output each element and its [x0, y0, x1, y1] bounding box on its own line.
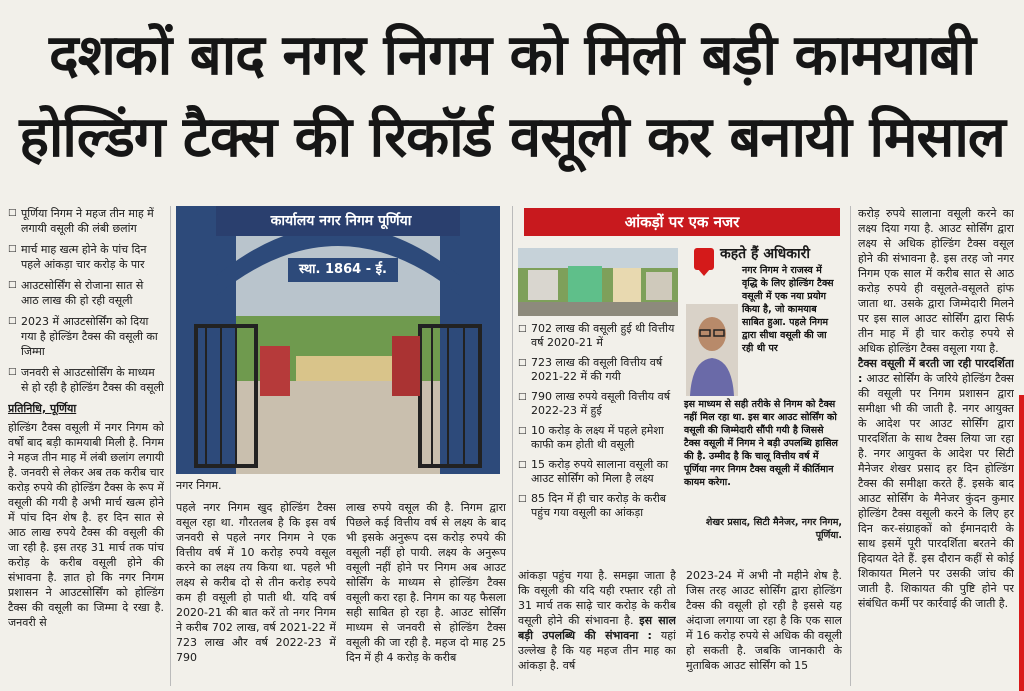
- facts-header: आंकड़ों पर एक नजर: [524, 208, 840, 236]
- byline: प्रतिनिधि, पूर्णिया: [8, 402, 77, 415]
- official-heading: कहते हैं अधिकारी: [720, 246, 811, 262]
- article-column-2: [176, 500, 336, 686]
- photo-caption: नगर निगम.: [176, 479, 222, 492]
- highlight-bullet: □ आउटसोर्सिंग से रोजाना सात से आठ लाख की हो रही वसूली: [8, 278, 164, 308]
- article-column-6: [858, 206, 1014, 686]
- quote-icon: [694, 248, 714, 270]
- establishment-sign: स्था. 1864 - ई.: [299, 262, 387, 277]
- official-signature: शेखर प्रसाद, सिटी मैनेजर, नगर निगम, पूर्णिया.: [705, 517, 842, 541]
- article-text: होल्डिंग टैक्स वसूली में नगर निगम को वर्षों बाद बड़ी कामयाबी मिली है. निगम ने महज तीन माह में लंबी छलांग लगायी है. जनवरी से लेकर अब तक करीब चार करोड़ रुपये की होल्डिंग टैक्स के रूप में वसूली की गयी है अभी मार्च खत्म होने में पांच दिन शेष है. हर दिन सात से आठ लाख रुपये टैक्स की वसूली की जा रही है. इस तरह 31 मार्च तक पांच करोड़ के करीब वसूली होने की संभावना है. ज्ञात हो कि नगर निगम प्रशासन ने आउटसोर्सिंग को होल्डिंग टैक्स की वसूली का जिम्मा दे रखा है. जनवरी से: [8, 421, 164, 629]
- highlight-bullet: □ पूर्णिया निगम ने महज तीन माह में लगायी वसूली की लंबी छलांग: [8, 206, 164, 236]
- fact-item: □ 85 दिन में ही चार करोड़ के करीब पहुंच गया वसूली का आंकड़ा: [518, 492, 676, 520]
- article-text: यहां उल्लेख है कि यह महज तीन माह का आंकड़ा है. वर्ष: [518, 629, 676, 672]
- highlight-bullet: □ जनवरी से आउटसोर्सिंग के माध्यम से हो रही है होल्डिंग टैक्स की वसूली: [8, 365, 164, 395]
- highlight-bullet: □ 2023 में आउटसोर्सिंग को दिया गया है होल्डिंग टैक्स की वसूली का जिम्मा: [8, 314, 164, 359]
- article-text: आउट सोर्सिंग के जरिये होल्डिंग टैक्स की वसूली पर निगम प्रशासन द्वारा समीक्षा भी की जाती है. नगर आयुक्त के आदेश पर आउट सोर्सिंग द्वारा पारदर्शिता के साथ टैक्स लिया जा रहा है. नगर आयुक्त के आदेश पर सिटी मैनेजर शेखर प्रसाद हर दिन होल्डिंग टैक्स की समीक्षा करते हैं. इसके बाद आउट सोर्सिंग के मैनेजर कुंदन कुमार होल्डिंग टैक्स वसूली करने के लिए हर दिन कर-संग्राहकों को ईमानदारी के साथ इसमें पूरी पारदर्शिता बरतने की हिदायत देते हैं. इस दौरान कहीं से कोई शिकायत मिलने पर उसकी जांच की जाती है. शिकायत की पुष्टि होने पर संबंधित कर्मी पर कार्रवाई की जाती है.: [858, 372, 1014, 610]
- fact-item: □ 723 लाख की वसूली वित्तीय वर्ष 2021-22 में की गयी: [518, 356, 676, 384]
- office-sign: कार्यालय नगर निगम पूर्णिया: [270, 213, 412, 229]
- highlight-bullet: □ मार्च माह खत्म होने के पांच दिन पहले आंकड़ा चार करोड़ के पार: [8, 242, 164, 272]
- article-column-4: [518, 568, 676, 686]
- official-quote: नगर निगम ने राजस्व में वृद्धि के लिए होल्डिंग टैक्स वसूली में एक नया प्रयोग किया है, जो कामयाब साबित हुआ. पहले निगम द्वारा सीधा वसूली की जा रही थी पर: [742, 265, 834, 354]
- article-text: करोड़ रुपये सालाना वसूली करने का लक्ष्य दिया गया है. आउट सोर्सिंग द्वारा लक्ष्य से अधिक होल्डिंग टैक्स वसूल होने की संभावना है. इस तरह जो नगर निगम एक साल में करीब सात से आठ करोड़ रुपये ही वसूलते-वसूलते हांफ जाता था. उसके द्वारा जिम्मेदारी मिलने पर इस साल आउट सोर्सिंग द्वारा सिर्फ तीन माह में ही चार करोड़ रुपये से अधिक होल्डिंग टैक्स वसूला गया है.: [858, 207, 1014, 355]
- subheading: टैक्स वसूली में बरती जा रही पारदर्शिता :: [858, 357, 1014, 385]
- fact-item: □ 790 लाख रुपये वसूली वित्तीय वर्ष 2022-23 में हुई: [518, 390, 676, 418]
- article-text: 2023-24 में अभी नौ महीने शेष है. जिस तरह आउट सोर्सिंग द्वारा होल्डिंग टैक्स की वसूली हो रही है इससे यह अंदाजा लगाया जा रहा है कि एक साल में 16 करोड़ रुपये से अधिक की वसूली हो सकती है. जबकि जानकारी के मुताबिक आउट सोर्सिंग को 15: [686, 569, 842, 672]
- gate-illustration: [176, 206, 500, 474]
- municipal-office-gate-photo: [176, 206, 500, 474]
- fact-item: □ 15 करोड़ रुपये सालाना वसूली का आउट सोर्सिंग को मिला है लक्ष्य: [518, 458, 676, 486]
- article-column-5: [686, 568, 842, 686]
- headline-line-1: दशकों बाद नगर निगम को मिली बड़ी कामयाबी: [48, 23, 975, 88]
- page-edge-marker: [1019, 395, 1024, 691]
- headline-line-2: होल्डिंग टैक्स की रिकॉर्ड वसूली कर बनायी मिसाल: [19, 105, 1005, 170]
- article-text: आंकड़ा पहुंच गया है. समझा जाता है कि वसूली की यदि यही रफ्तार रही तो 31 मार्च तक साढ़े चार करोड़ के करीब वसूली होने की संभावना है.: [518, 569, 676, 627]
- article-column-3: [346, 500, 506, 686]
- column-divider: [512, 206, 513, 686]
- left-column: [8, 206, 164, 686]
- city-manager-photo: [686, 304, 738, 396]
- portrait-illustration: [686, 304, 738, 396]
- official-quote-continued: इस माध्यम से सही तरीके से निगम को टैक्स नहीं मिल रहा था. इस बार आउट सोर्सिंग को वसूली की जिम्मेदारी सौंपी गयी है जिससे टैक्स वसूली में निगम ने बड़ी उपलब्धि हासिल की है. उम्मीद है कि चालू वित्तीय वर्ष में पूर्णिया नगर निगम टैक्स वसूली में कीर्तिमान कायम करेगा.: [684, 399, 838, 488]
- article-text: लाख रुपये वसूल की है. निगम द्वारा पिछले कई वित्तीय वर्ष से लक्ष्य के बाद भी इसके अनुरूप दस करोड़ रुपये की वसूली नहीं हो पायी. लक्ष्य के अनुरूप वसूली नहीं होने पर निगम अब आउट सोर्सिंग के माध्यम से होल्डिंग टैक्स वसूली करा रहा है. निगम का यह फैसला सही साबित हो रहा है. आउट सोर्सिंग माध्यम से जनवरी से होल्डिंग टैक्स वसूली की जा रही है. महज दो माह 25 दिन में ही 4 करोड़ के करीब: [346, 501, 506, 664]
- column-divider: [850, 206, 851, 686]
- houses-photo: [518, 248, 678, 316]
- houses-illustration: [518, 248, 678, 316]
- subheading: इस साल बड़ी उपलब्धि की संभावना :: [518, 614, 676, 642]
- fact-item: □ 702 लाख की वसूली हुई थी वित्तीय वर्ष 2020-21 में: [518, 322, 676, 350]
- column-divider: [170, 206, 171, 686]
- article-text: पहले नगर निगम खुद होल्डिंग टैक्स वसूल रहा था. गौरतलब है कि इस वर्ष जनवरी से पहले नगर निगम ने एक वित्तीय वर्ष में 10 करोड़ रुपये वसूल करने का लक्ष्य तय किया था. पहले भी लक्ष्य से करीब दो से तीन करोड़ रुपये कम ही वसूली हो पाती थी. यदि वर्ष 2020-21 की बात करें तो नगर निगम ने करीब 702 लाख, वर्ष 2021-22 में 723 लाख और वर्ष 2022-23 में 790: [176, 501, 336, 664]
- fact-item: □ 10 करोड़ के लक्ष्य में पहले हमेशा काफी कम होती थी वसूली: [518, 424, 676, 452]
- facts-list: [518, 322, 676, 552]
